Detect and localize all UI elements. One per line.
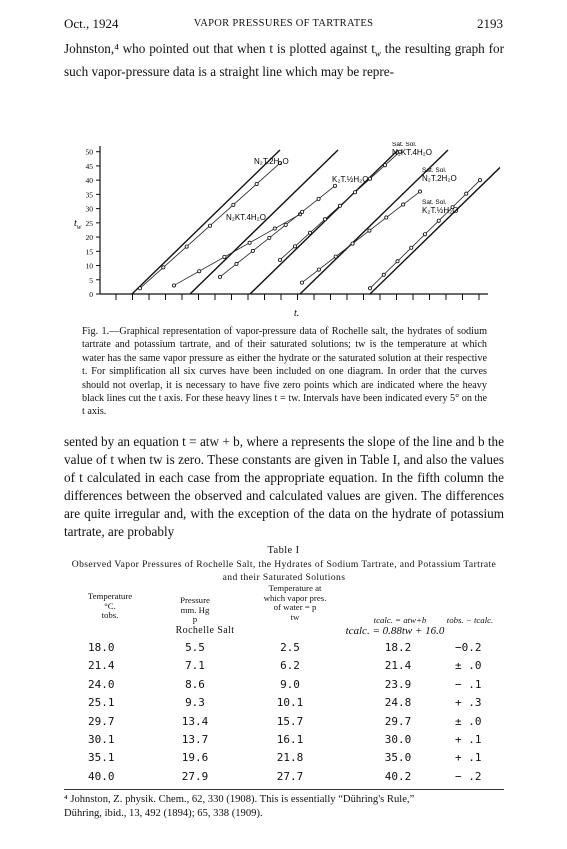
data-curve <box>174 214 300 285</box>
data-point <box>268 236 271 239</box>
col-header-tcalc: tcalc. = atw+b <box>373 615 427 625</box>
curve-labels <box>226 142 458 222</box>
table-row <box>0 770 567 786</box>
table-row <box>0 678 567 694</box>
data-point <box>351 242 354 245</box>
col-header-pressure: Pressure mm. Hg p <box>180 595 210 625</box>
data-point <box>334 255 337 258</box>
data-point <box>255 182 258 185</box>
table-cell: 21.4 <box>88 659 115 673</box>
table-cell: − .2 <box>455 769 482 783</box>
data-point <box>368 287 371 290</box>
y-tick-label: 50 <box>85 147 93 157</box>
table-cell: 19.6 <box>181 751 209 765</box>
data-point <box>317 197 320 200</box>
data-point <box>410 246 413 249</box>
curve-label: N₂KT.4H₂O <box>226 213 266 222</box>
data-point <box>396 260 399 263</box>
data-point <box>385 216 388 219</box>
table-cell: 30.1 <box>88 733 115 746</box>
data-point <box>223 255 226 258</box>
table-cell: 27.7 <box>276 769 304 783</box>
data-point <box>198 270 201 273</box>
table-row <box>0 641 567 657</box>
table-cell: 15.7 <box>276 714 304 728</box>
para1-text-a: Johnston,⁴ who pointed out that when t is plotted against t <box>64 41 375 56</box>
figure-caption: Fig. 1.—Graphical representation of vapor-pressure data of Rochelle salt, the hydrates of sodium tartrate and potassium tartrate, and of their saturated solutions; tw is the temperature at which water has the same vapor pressure as either the hydrate or the saturated solution at their respective t. For simplification all six curves have been included on one diagram. In order that the curves should not overlap, it is necessary to have five zero points which are indicated where the heavy black lines cut the t axis. For these heavy lines t = tw. Intervals have been indicated every 5° on the t axis. <box>82 326 487 418</box>
heavy-zero-line <box>132 150 280 294</box>
data-point <box>138 287 141 290</box>
table-cell: 16.1 <box>276 733 304 746</box>
table-cell: 35.0 <box>384 751 412 765</box>
data-point <box>402 203 405 206</box>
data-point <box>308 231 311 234</box>
table-cell: 40.0 <box>88 769 115 783</box>
y-tick-label: 25 <box>85 218 93 228</box>
footnote-line-2: Dühring, ibid., 13, 492 (1894); 65, 338 (1909). <box>64 807 263 819</box>
data-point <box>273 227 276 230</box>
table-cell: 29.7 <box>88 714 115 728</box>
curve-label: K₂T.½H₂O <box>332 175 369 184</box>
table-cell: ± .0 <box>455 714 482 728</box>
table-cell: 5.5 <box>185 641 205 654</box>
data-point <box>333 184 336 187</box>
data-point <box>323 218 326 221</box>
data-point <box>317 268 320 271</box>
data-point <box>465 192 468 195</box>
table-title: Observed Vapor Pressures of Rochelle Salt, the Hydrates of Sodium Tartrate, and Potassium Tartrate and their Saturated Solutions <box>71 559 497 583</box>
table-cell: + .1 <box>455 751 482 765</box>
page-number: 2193 <box>477 16 503 31</box>
table-cell: 8.6 <box>185 677 205 691</box>
y-tick-label: 30 <box>85 204 93 214</box>
running-head-title: VAPOR PRESSURES OF TARTRATES <box>193 18 374 29</box>
y-tick-label: 20 <box>85 233 93 243</box>
table-cell: 40.2 <box>384 769 412 783</box>
table-cell: 10.1 <box>276 696 304 710</box>
data-point <box>172 284 175 287</box>
table-cell: 18.0 <box>88 641 115 654</box>
table-cell: 6.2 <box>280 659 300 673</box>
data-point <box>301 210 304 213</box>
data-point <box>418 190 421 193</box>
y-axis-label: $t_w$ <box>74 218 82 231</box>
table-row <box>0 715 567 731</box>
data-point <box>383 164 386 167</box>
data-point <box>368 177 371 180</box>
table-cell: 21.8 <box>276 751 304 765</box>
data-point <box>353 191 356 194</box>
heavy-zero-line <box>250 150 398 294</box>
table-cell: 7.1 <box>185 659 205 673</box>
y-tick-label: 40 <box>85 176 93 186</box>
data-point <box>232 203 235 206</box>
table-cell: − .1 <box>455 677 482 691</box>
curve-label: N₂T.2H₂O <box>254 157 289 166</box>
x-axis-label: t. <box>294 308 300 319</box>
data-point <box>208 224 211 227</box>
data-point <box>382 273 385 276</box>
y-tick-label: 35 <box>85 190 93 200</box>
x-ticks <box>116 294 479 300</box>
running-head-date: Oct., 1924 <box>64 16 119 31</box>
data-point <box>235 262 238 265</box>
paragraph-2: sented by an equation t = atw + b, where a represents the slope of the line and b the value of t when tw is zero. These constants are given in Table I, and also the values of t calculated in each case from the appropriate equation. In the fifth column the differences between the observed and calculated values are given. The differences are quite irregular and, with the exception of the data on the hydrate of potassium tartrate, are probably <box>64 434 504 539</box>
y-tick-label: 5 <box>89 275 93 285</box>
table-cell: 27.9 <box>181 769 209 783</box>
table-cell: 21.4 <box>384 659 412 673</box>
y-ticks <box>86 148 101 299</box>
data-point <box>248 241 251 244</box>
table-cell: −0.2 <box>455 641 482 654</box>
footnote-rule <box>64 789 504 790</box>
data-point <box>278 258 281 261</box>
curve-label: Sat. Sol. N₂T.2H₂O <box>422 167 457 183</box>
col-header-tw: Temperature at which vapor pres. of water = p tw <box>263 583 327 622</box>
footnote-line-1: ⁴ Johnston, Z. physik. Chem., 62, 330 (1908). This is essentially “Dühring's Rule,” <box>64 794 415 805</box>
table-cell: + .1 <box>455 733 482 746</box>
table-cell: 23.9 <box>384 677 412 691</box>
table-cell: 2.5 <box>280 641 300 654</box>
table-cell: 30.0 <box>384 733 412 746</box>
data-point <box>478 179 481 182</box>
table-cell: + .3 <box>455 696 482 710</box>
table-cell: 24.0 <box>88 677 115 691</box>
y-tick-label: 15 <box>85 247 93 257</box>
curve-label: Sat. Sol. K₂T.½H₂O <box>422 199 459 215</box>
para1-sub: w <box>374 48 381 59</box>
table-cell: 29.7 <box>384 714 412 728</box>
table-cell: 13.4 <box>181 714 209 728</box>
para1-text-b: the resulting graph for such vapor-pressure data is a straight line which may be repre- <box>64 41 505 79</box>
table-row <box>0 696 567 712</box>
table-cell: 24.8 <box>384 696 412 710</box>
data-point <box>284 223 287 226</box>
table-cell: ± .0 <box>455 659 482 673</box>
footnote <box>64 793 504 820</box>
data-point <box>293 245 296 248</box>
table-cell: 18.2 <box>384 641 412 654</box>
rochelle-equation: tcalc. = 0.88tw + 16.0 <box>345 625 445 637</box>
y-tick-label: 10 <box>85 261 93 271</box>
data-point <box>423 233 426 236</box>
table-cell: 9.3 <box>185 696 205 710</box>
table-cell: 13.7 <box>181 733 209 746</box>
data-point <box>368 229 371 232</box>
data-point <box>437 219 440 222</box>
vapor-pressure-chart <box>70 142 500 322</box>
curve-label: Sat. Sol. N₂KT.4H₂O <box>392 142 432 157</box>
data-point <box>300 281 303 284</box>
table-cell: 35.1 <box>88 751 115 765</box>
y-tick-label: 45 <box>85 161 93 171</box>
data-point <box>162 266 165 269</box>
table-number: Table I <box>267 545 300 556</box>
table-row <box>0 751 567 767</box>
paragraph-1 <box>64 40 504 81</box>
table-cell: 25.1 <box>88 696 115 710</box>
col-header-tobs: Temperature °C. tobs. <box>87 591 133 621</box>
data-point <box>218 275 221 278</box>
col-header-diff: tobs. − tcalc. <box>446 615 494 625</box>
table-row <box>0 659 567 675</box>
section-title-rochelle: Rochelle Salt <box>175 625 235 636</box>
data-point <box>251 249 254 252</box>
y-tick-label: 0 <box>89 290 93 299</box>
data-point <box>185 245 188 248</box>
table-row <box>0 733 567 749</box>
data-point <box>338 204 341 207</box>
table-cell: 9.0 <box>280 677 300 691</box>
